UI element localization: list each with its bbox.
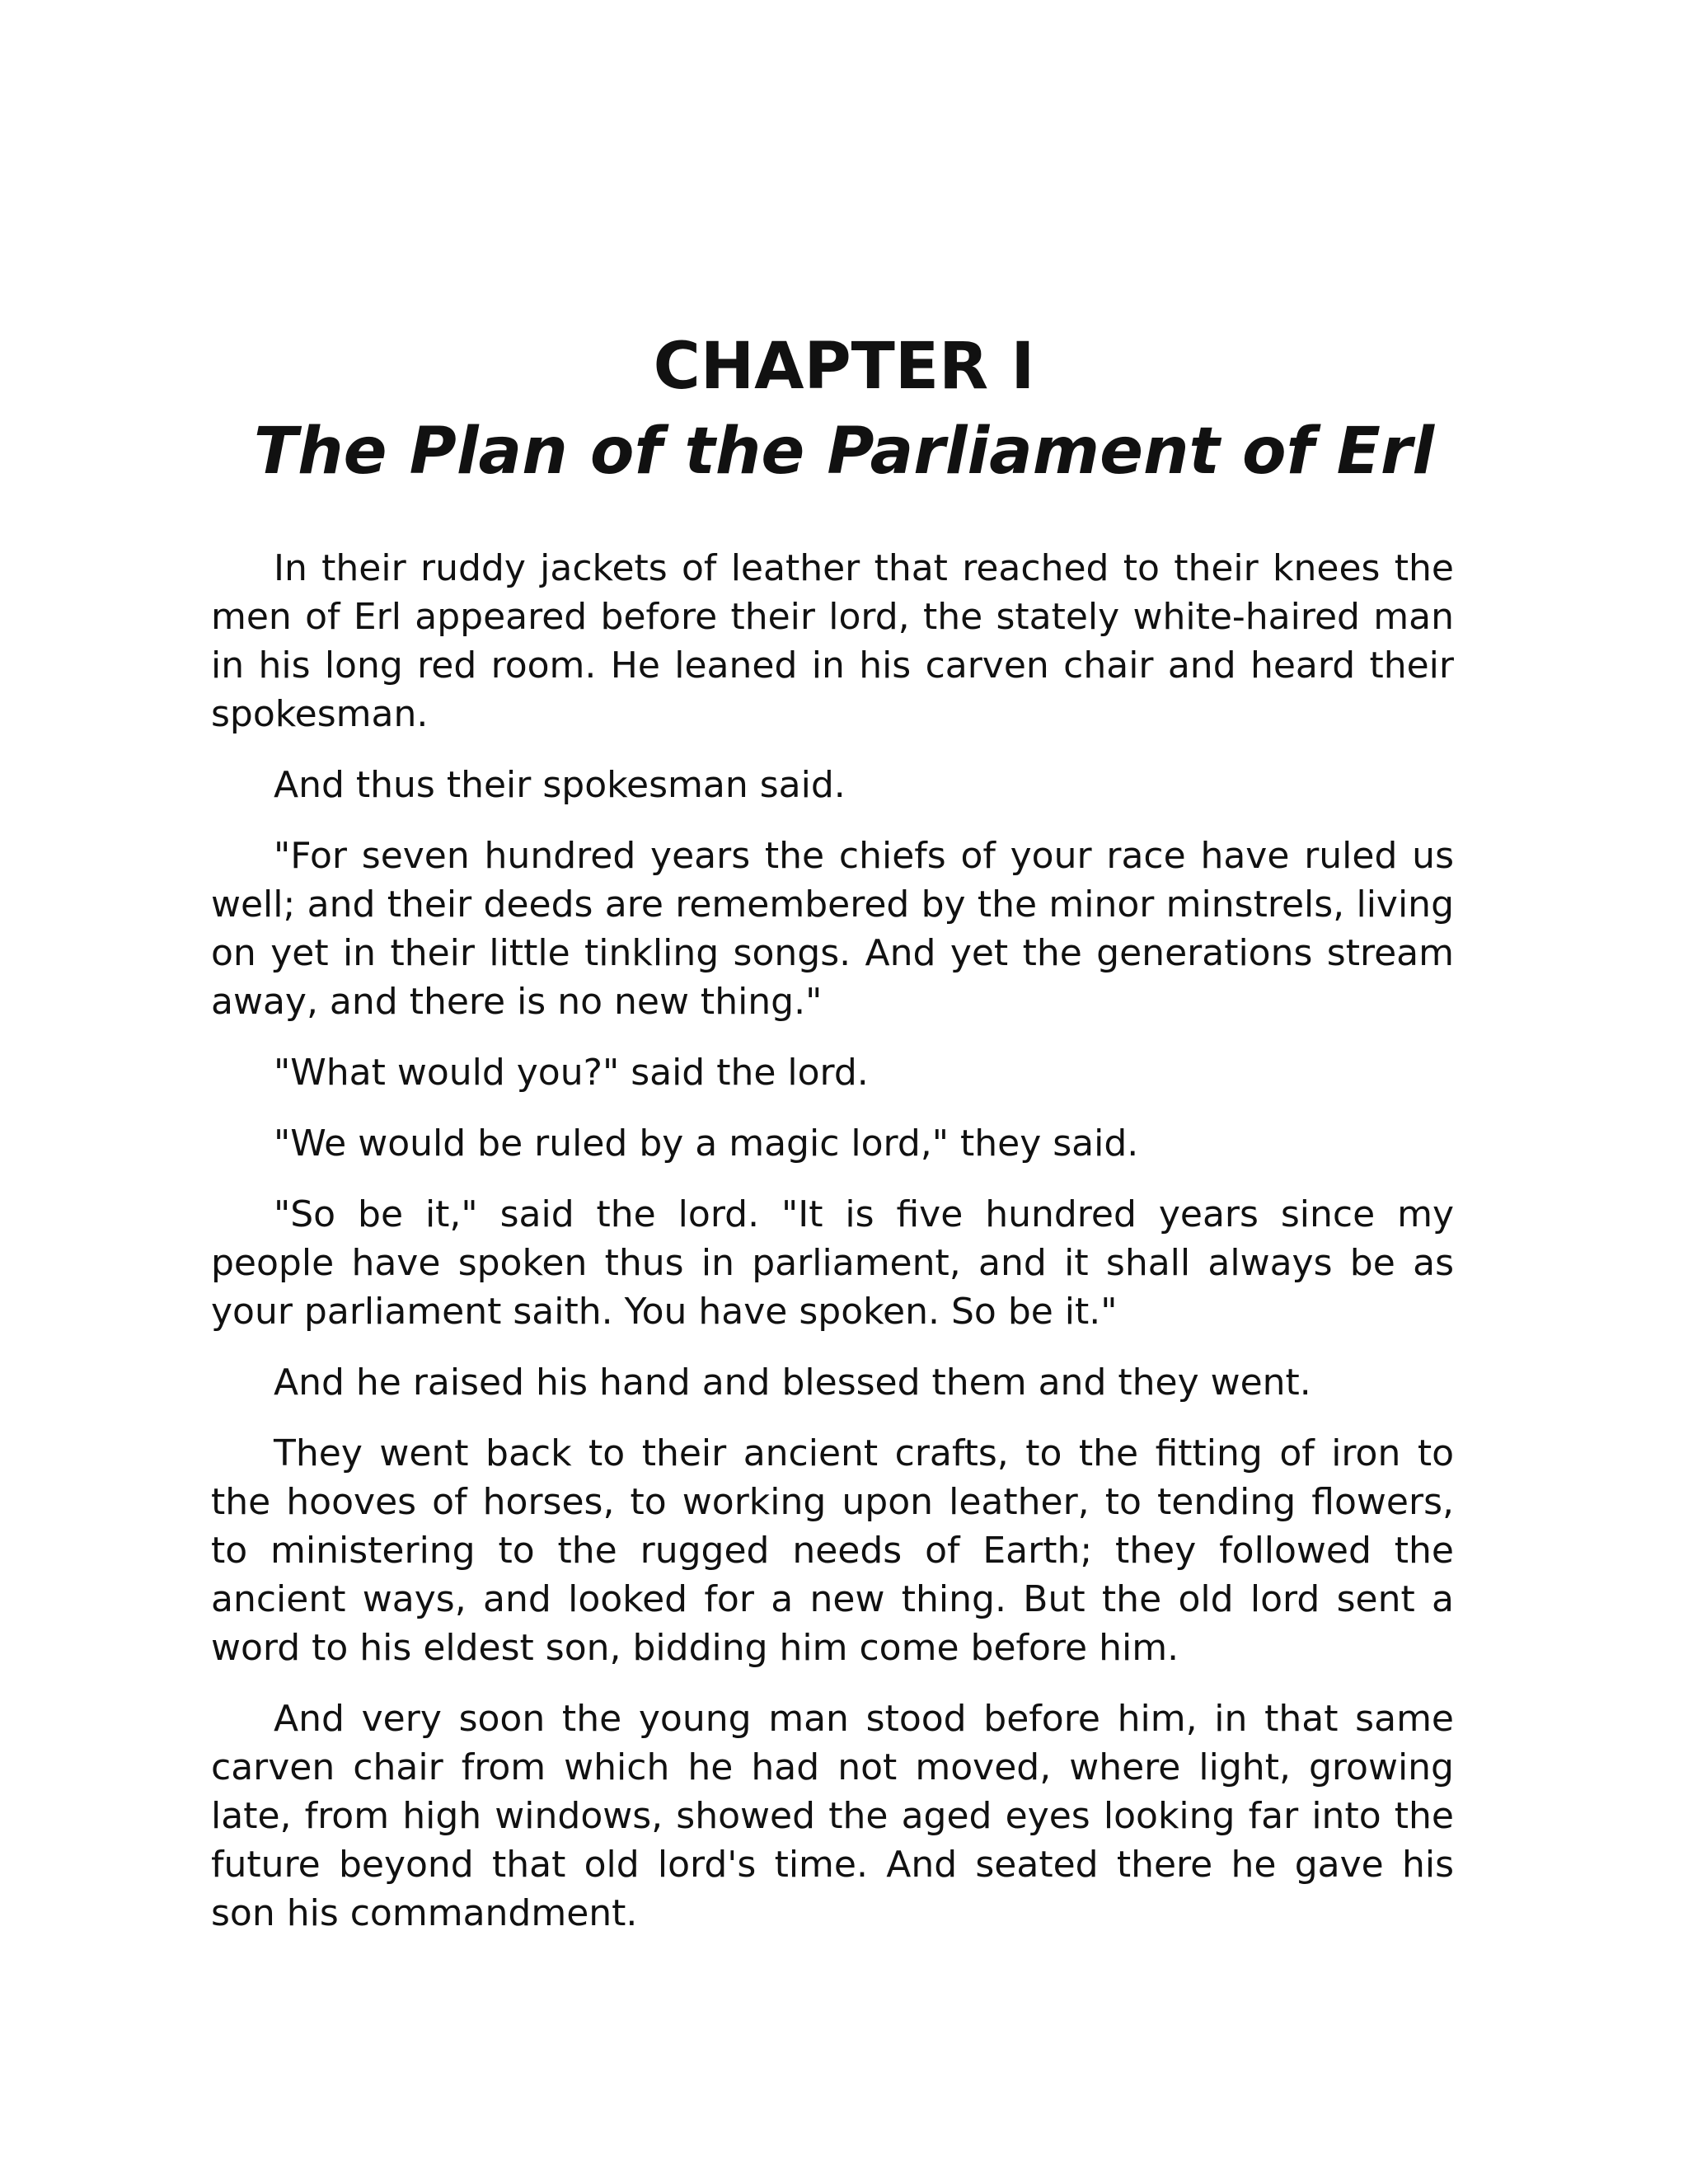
paragraph: "We would be ruled by a magic lord," they said. xyxy=(274,1122,1139,1165)
paragraph: And he raised his hand and blessed them and they went. xyxy=(274,1361,1311,1404)
paragraph: In their ruddy jackets of leather that reached to their knees the men of Erl appeared before their lord, the stately white-haired man in his long red room. He leaned in his carven chair and heard their spokesman. xyxy=(211,547,1454,735)
paragraph: And very soon the young man stood before him, in that same carven chair from which he had not moved, where light, growing late, from high windows, showed the aged eyes looking far into the future beyond that old lord's time. And seated there he gave his son his commandment. xyxy=(211,1698,1454,1934)
chapter-title: The Plan of the Parliament of Erl xyxy=(253,415,1435,489)
paragraph: "What would you?" said the lord. xyxy=(274,1052,869,1094)
chapter-number: CHAPTER I xyxy=(653,330,1035,404)
paragraph: They went back to their ancient crafts, to the fitting of iron to the hooves of horses, to working upon leather, to tending flowers, to ministering to the rugged needs of Earth; they followed the ancient ways, and looked for a new thing. But the old lord sent a word to his eldest son, bidding him come before him. xyxy=(211,1432,1454,1669)
paragraph: "For seven hundred years the chiefs of your race have ruled us well; and their deeds are remembered by the minor minstrels, living on yet in their little tinkling songs. And yet the generations stream away, and there is no new thing." xyxy=(211,835,1454,1023)
chapter-body xyxy=(211,544,1454,1960)
paragraph: "So be it," said the lord. "It is five hundred years since my people have spoken thus in parliament, and it shall always be as your parliament saith. You have spoken. So be it." xyxy=(211,1193,1454,1333)
paragraph: And thus their spokesman said. xyxy=(274,764,846,806)
